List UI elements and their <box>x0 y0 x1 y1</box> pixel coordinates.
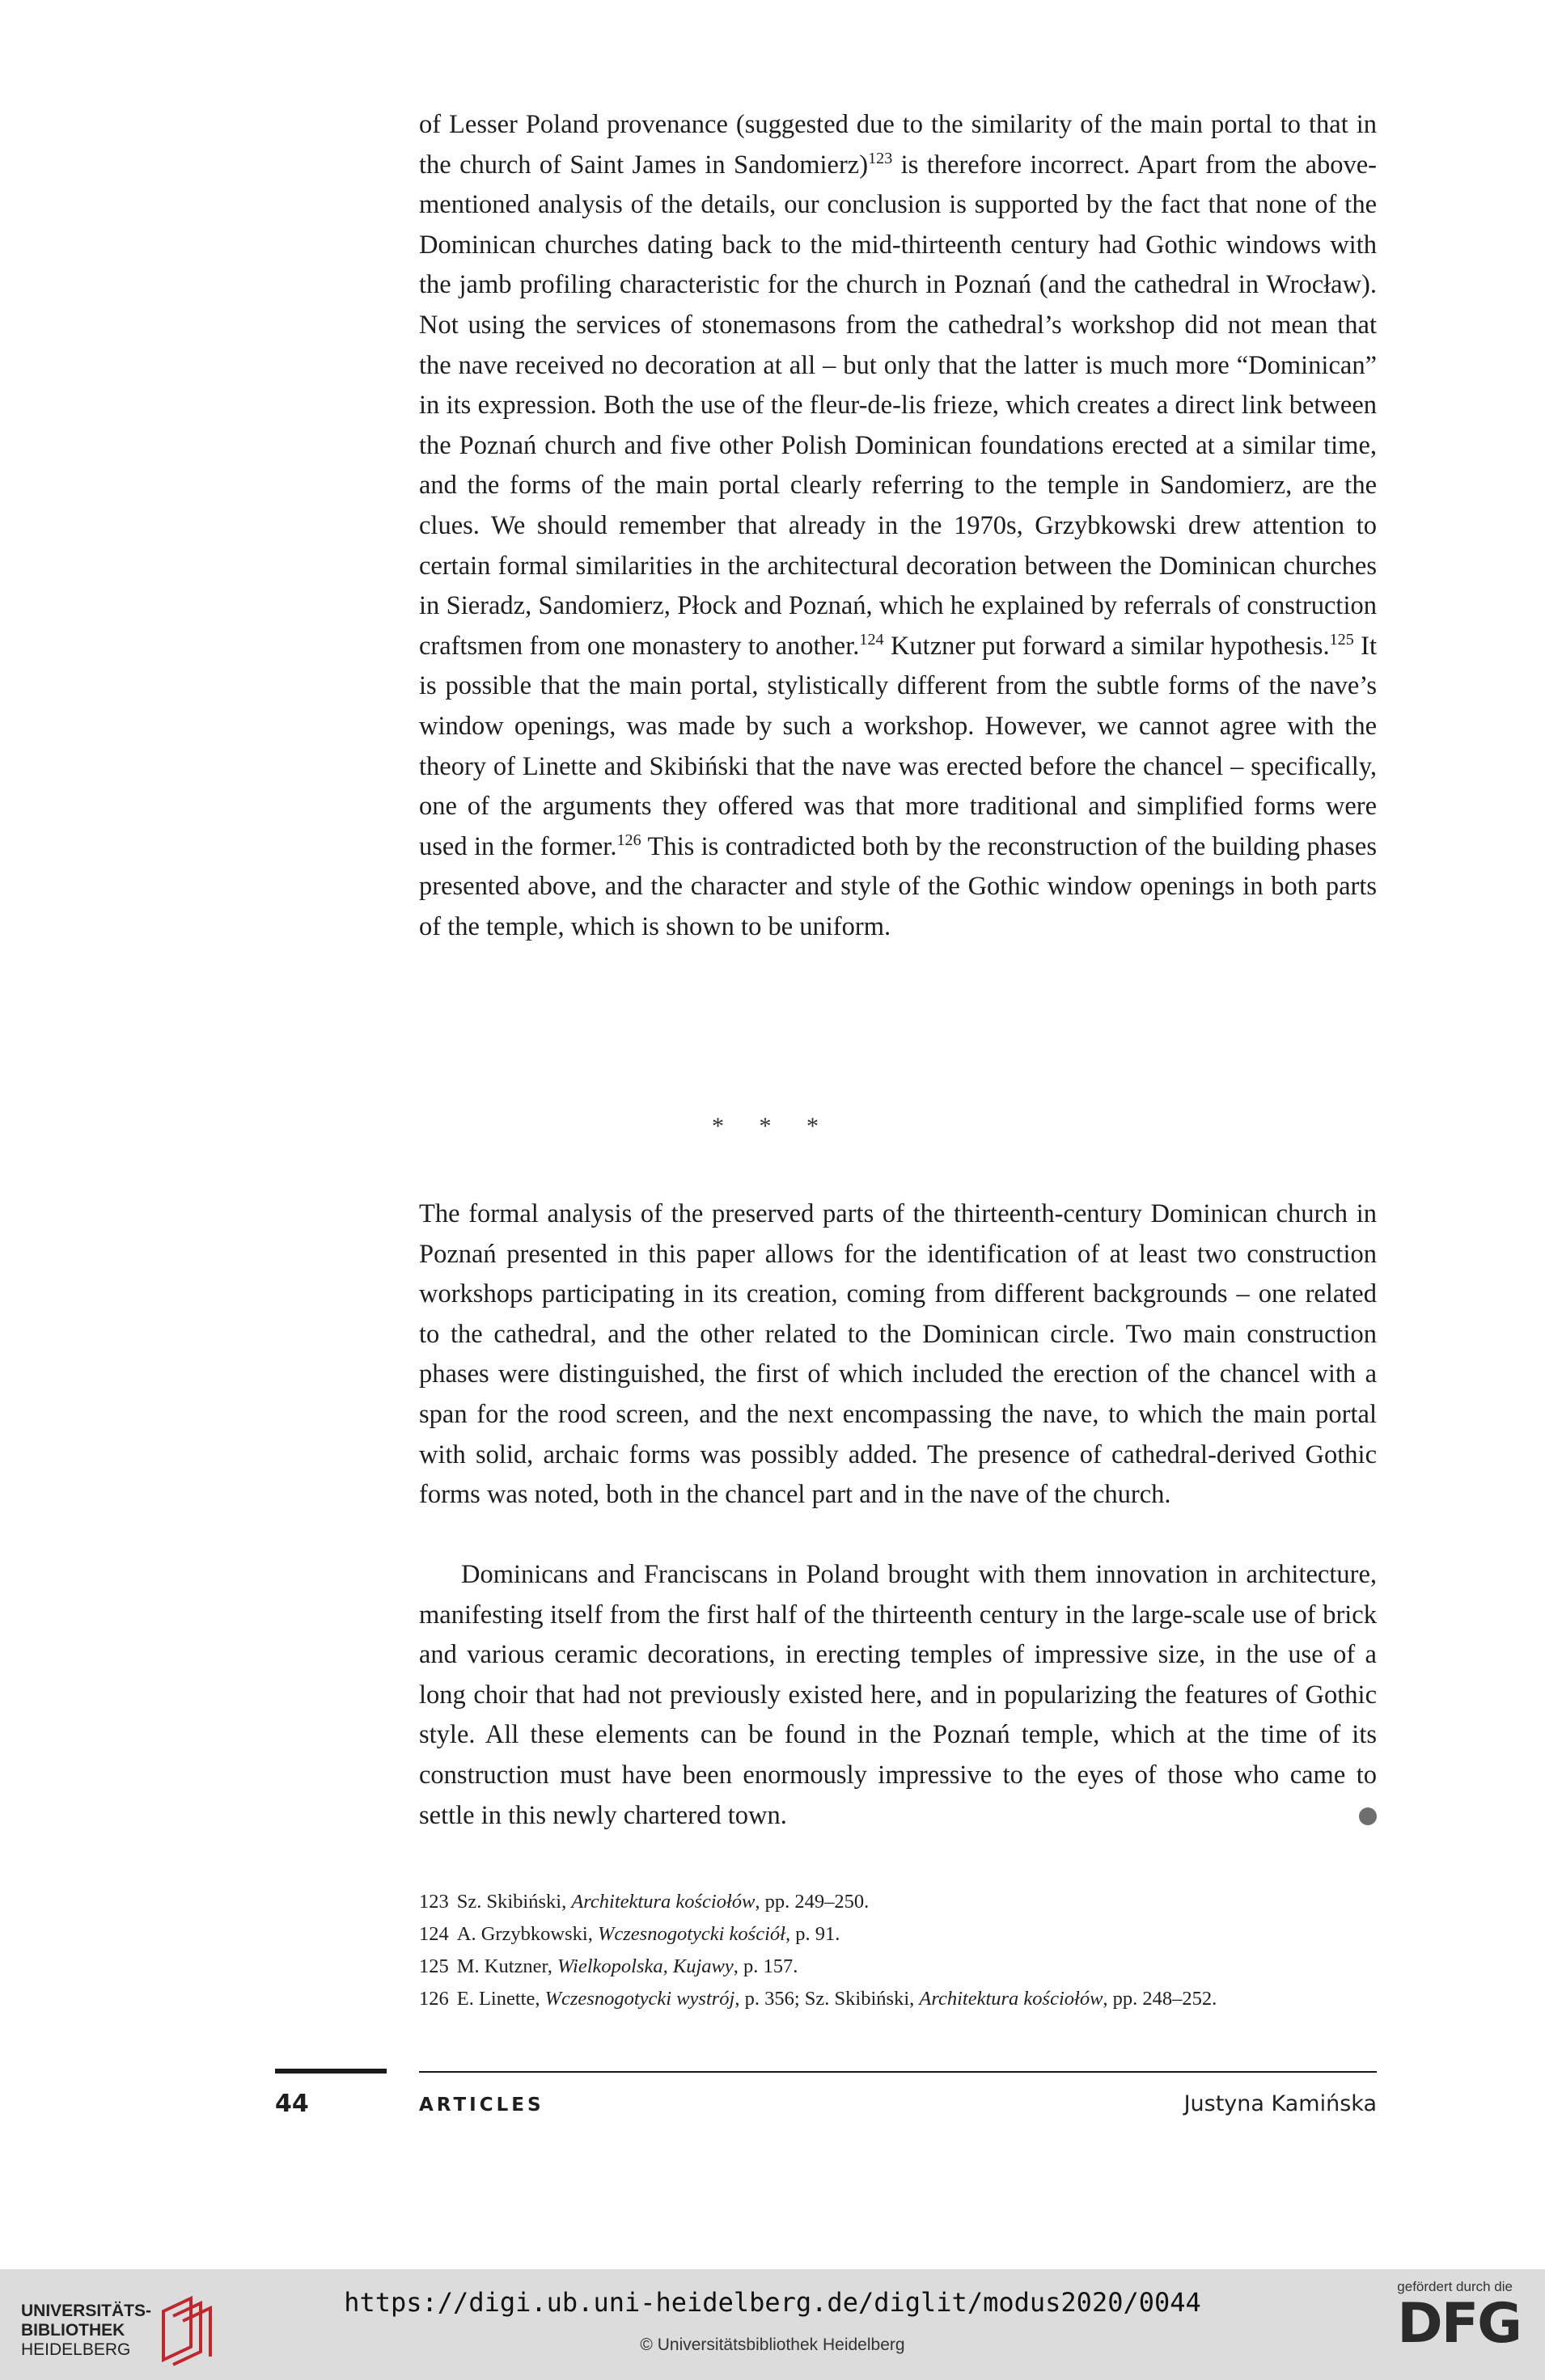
text-run: This is contradicted both by the reconstruction of the building phases presented above, and the character and style of the Gothic window openings in both parts of the temple, which is shown to be uniform. <box>419 831 1378 941</box>
footnote-author: Sz. Skibiński, <box>456 1891 572 1913</box>
section-separator <box>0 1113 1545 1140</box>
footnote-125 <box>419 1951 1377 1983</box>
footnote-ref-123[interactable]: 123 <box>868 149 893 167</box>
separator-text: * * * <box>712 1113 833 1139</box>
library-footer-bar <box>0 2269 1545 2380</box>
body-paragraph-3 <box>419 1555 1377 1836</box>
footnote-author: M. Kutzner, <box>456 1955 557 1977</box>
page-number: 44 <box>275 2090 309 2118</box>
footnote-title: Architektura kościołów <box>919 1988 1103 2010</box>
footnote-124 <box>419 1918 1377 1951</box>
footnote-number: 126 <box>419 1988 449 2010</box>
text-run: It is possible that the main portal, stylistically different from the subtle forms of the nave’s window openings, was made by such a workshop. However, we cannot agree with the theory of Linette and Skibiński that the nave was erected before the chancel – specifically, one of the arguments they offered was that more traditional and simplified forms were used in the former. <box>419 631 1377 861</box>
text-run: Kutzner put forward a similar hypothesis. <box>883 631 1330 661</box>
section-label: ARTICLES <box>419 2095 544 2116</box>
dfg-logo[interactable] <box>1397 2279 1521 2356</box>
footnote-author: A. Grzybkowski, <box>456 1923 598 1945</box>
paragraph-text: The formal analysis of the preserved parts of the thirteenth-century Dominican church in Poznań presented in this paper allows for the identification of at least two construction workshops participating in its creation, coming from different backgrounds – one related to the cathedral, and the other related to the Dominican circle. Two main construction phases were distinguished, the first of which included the erection of the chancel with a span for the rood screen, and the next encompassing the nave, to which the main portal with solid, archaic forms was possibly added. The presence of cathedral-derived Gothic forms was noted, both in the chancel part and in the nave of the church. <box>419 1199 1377 1510</box>
footer-rule <box>419 2071 1377 2073</box>
body-paragraph-2 <box>419 1194 1377 1516</box>
ub-line-2: BIBLIOTHEK <box>21 2321 125 2340</box>
footnote-number: 125 <box>419 1955 449 1977</box>
digital-copy-url[interactable]: https://digi.ub.uni-heidelberg.de/diglit/modus2020/0044 <box>344 2287 1201 2318</box>
text-run: is therefore incorrect. Apart from the above-mentioned analysis of the details, our conclusion is supported by the fact that none of the Dominican churches dating back to the mid-thirteenth century had Gothic windows with the jamb profiling characteristic for the church in Poznań (and the cathedral in Wrocław). Not using the services of stonemasons from the cathedral’s workshop did not mean that the nave received no decoration at all – but only that the latter is much more “Dominican” in its expression. Both the use of the fleur-de-lis frieze, which creates a direct link between the Poznań church and five other Polish Dominican foundations erected at a similar time, and the forms of the main portal clearly referring to the temple in Sandomierz, are the clues. We should remember that already in the 1970s, Grzybkowski drew attention to certain formal similarities in the architectural decoration between the Dominican churches in Sieradz, Sandomierz, Płock and Poznań, which he explained by referrals of construction craftsmen from one monastery to another. <box>419 150 1378 661</box>
end-of-article-dot-icon <box>1359 1807 1377 1825</box>
footnote-title: Wczesnogotycki kościół <box>597 1923 785 1945</box>
dfg-caption: gefördert durch die <box>1397 2279 1513 2294</box>
footnote-pages: , p. 91. <box>785 1923 840 1945</box>
footnote-ref-124[interactable]: 124 <box>859 630 884 649</box>
footnote-123 <box>419 1886 1377 1918</box>
footnote-title: Architektura kościołów <box>571 1891 756 1913</box>
footnote-pages: , p. 356; Sz. Skibiński, <box>734 1988 920 2010</box>
ub-line-1: UNIVERSITÄTS- <box>21 2302 152 2320</box>
footnote-title: Wczesnogotycki wystrój <box>544 1988 735 2010</box>
footnotes <box>419 1886 1377 2015</box>
footer-rule-left <box>275 2069 387 2074</box>
copyright-notice: © Universitätsbibliothek Heidelberg <box>640 2336 905 2354</box>
dfg-logo-text: DFG <box>1397 2292 1521 2356</box>
ub-line-3: HEIDELBERG <box>21 2340 131 2359</box>
paragraph-text: Dominicans and Franciscans in Poland brought with them innovation in architecture, manifesting itself from the first half of the thirteenth century in the large-scale use of brick and various ceramic decorations, in erecting temples of impressive size, in the use of a long choir that had not previously existed here, and in popularizing the features of Gothic style. All these elements can be found in the Poznań temple, which at the time of its construction must have been enormously impressive to the eyes of those who came to settle in this newly chartered town. <box>419 1560 1377 1830</box>
footnote-author: E. Linette, <box>456 1988 545 2010</box>
footnote-pages: , pp. 248–252. <box>1103 1988 1217 2010</box>
footnote-ref-125[interactable]: 125 <box>1329 630 1354 649</box>
footnote-pages: , pp. 249–250. <box>755 1891 870 1913</box>
author-name: Justyna Kamińska <box>1183 2091 1377 2116</box>
footnote-pages: , p. 157. <box>733 1955 798 1977</box>
footnote-number: 124 <box>419 1923 449 1945</box>
footnote-ref-126[interactable]: 126 <box>616 831 641 849</box>
footnote-title: Wielkopolska, Kujawy <box>557 1955 734 1977</box>
body-paragraph-1 <box>419 105 1377 947</box>
footnote-number: 123 <box>419 1891 449 1913</box>
text-run: of Lesser Poland provenance (suggested due to the similarity of the main portal to that in the church of Saint James in Sandomierz) <box>419 110 1377 180</box>
footnote-126 <box>419 1983 1377 2015</box>
